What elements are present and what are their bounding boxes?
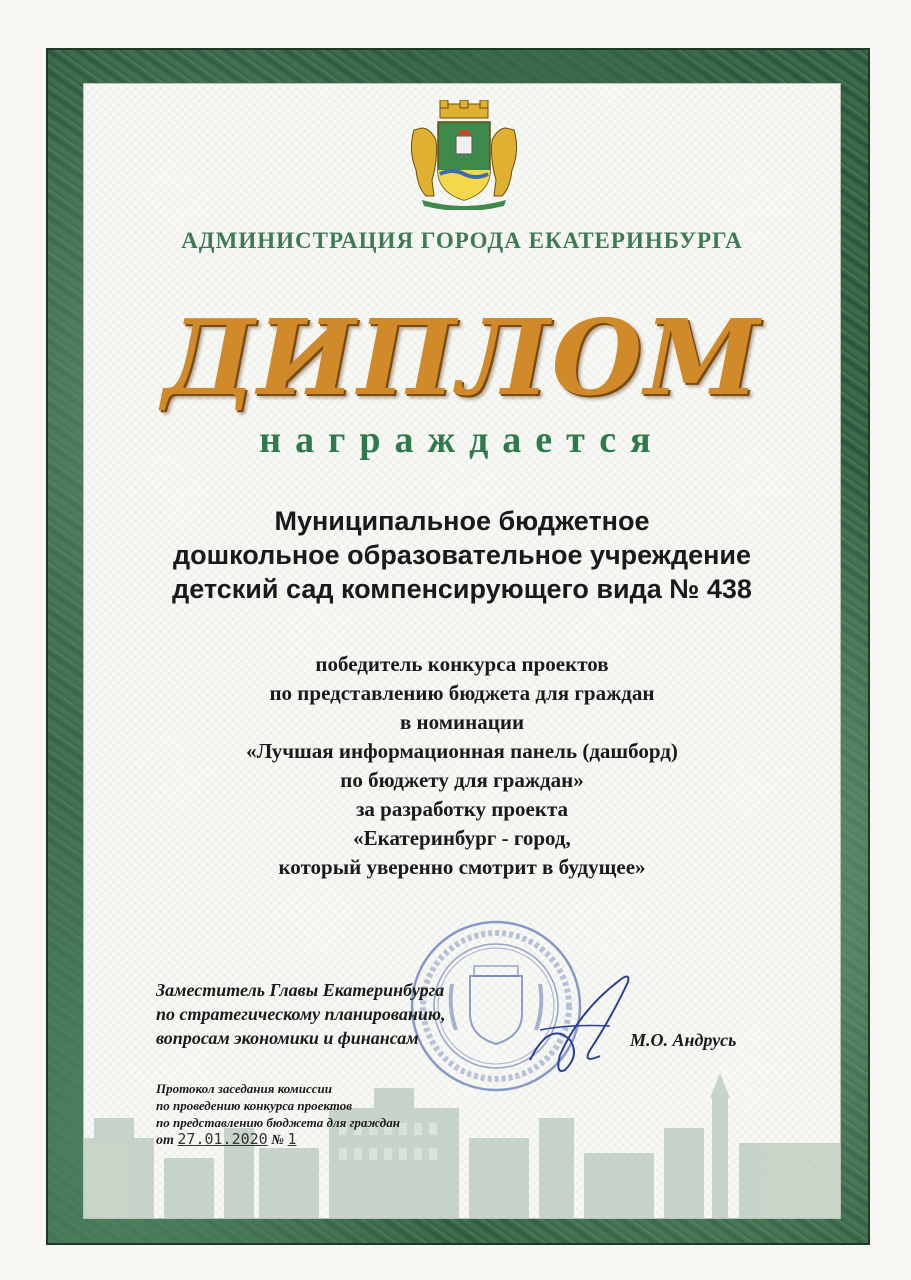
signer-position-line: по стратегическому планированию, bbox=[156, 1004, 446, 1024]
award-line: «Екатеринбург - город, bbox=[353, 826, 571, 850]
yekaterinburg-coat-of-arms-icon bbox=[404, 100, 524, 210]
award-line: «Лучшая информационная панель (дашборд) bbox=[246, 739, 678, 763]
signer-position-line: Заместитель Главы Екатеринбурга bbox=[156, 980, 445, 1000]
award-description bbox=[84, 650, 840, 882]
protocol-line: Протокол заседания комиссии bbox=[156, 1081, 332, 1096]
protocol-date: 27.01.2020 bbox=[177, 1130, 268, 1148]
signer-position-line: вопросам экономики и финансам bbox=[156, 1028, 419, 1048]
protocol-date-line bbox=[156, 1131, 476, 1149]
recipient-line: дошкольное образовательное учреждение bbox=[172, 540, 752, 570]
award-line: который уверенно смотрит в будущее» bbox=[278, 855, 646, 879]
protocol-date-prefix: от bbox=[156, 1133, 174, 1148]
signer-position bbox=[156, 978, 556, 1050]
award-line: за разработку проекта bbox=[355, 797, 569, 821]
recipient-organization bbox=[84, 504, 840, 606]
award-line: по бюджету для граждан» bbox=[340, 768, 584, 792]
award-line: по представлению бюджета для граждан bbox=[269, 681, 655, 705]
award-line: в номинации bbox=[399, 710, 525, 734]
awarded-subtitle: награждается bbox=[259, 419, 665, 461]
signer-name: М.О. Андрусь bbox=[630, 1030, 737, 1050]
recipient-line: Муниципальное бюджетное bbox=[274, 506, 650, 536]
protocol-number: 1 bbox=[287, 1130, 297, 1148]
diploma-title: ДИПЛОМ bbox=[162, 296, 762, 419]
recipient-line: детский сад компенсирующего вида № 438 bbox=[172, 574, 752, 604]
award-line: победитель конкурса проектов bbox=[315, 652, 609, 676]
protocol-line: по проведению конкурса проектов bbox=[156, 1098, 353, 1113]
protocol-line: по представлению бюджета для граждан bbox=[156, 1115, 400, 1130]
protocol-number-prefix: № bbox=[271, 1133, 285, 1148]
protocol-reference bbox=[156, 1080, 476, 1149]
administration-title: АДМИНИСТРАЦИЯ ГОРОДА ЕКАТЕРИНБУРГА bbox=[181, 228, 743, 253]
